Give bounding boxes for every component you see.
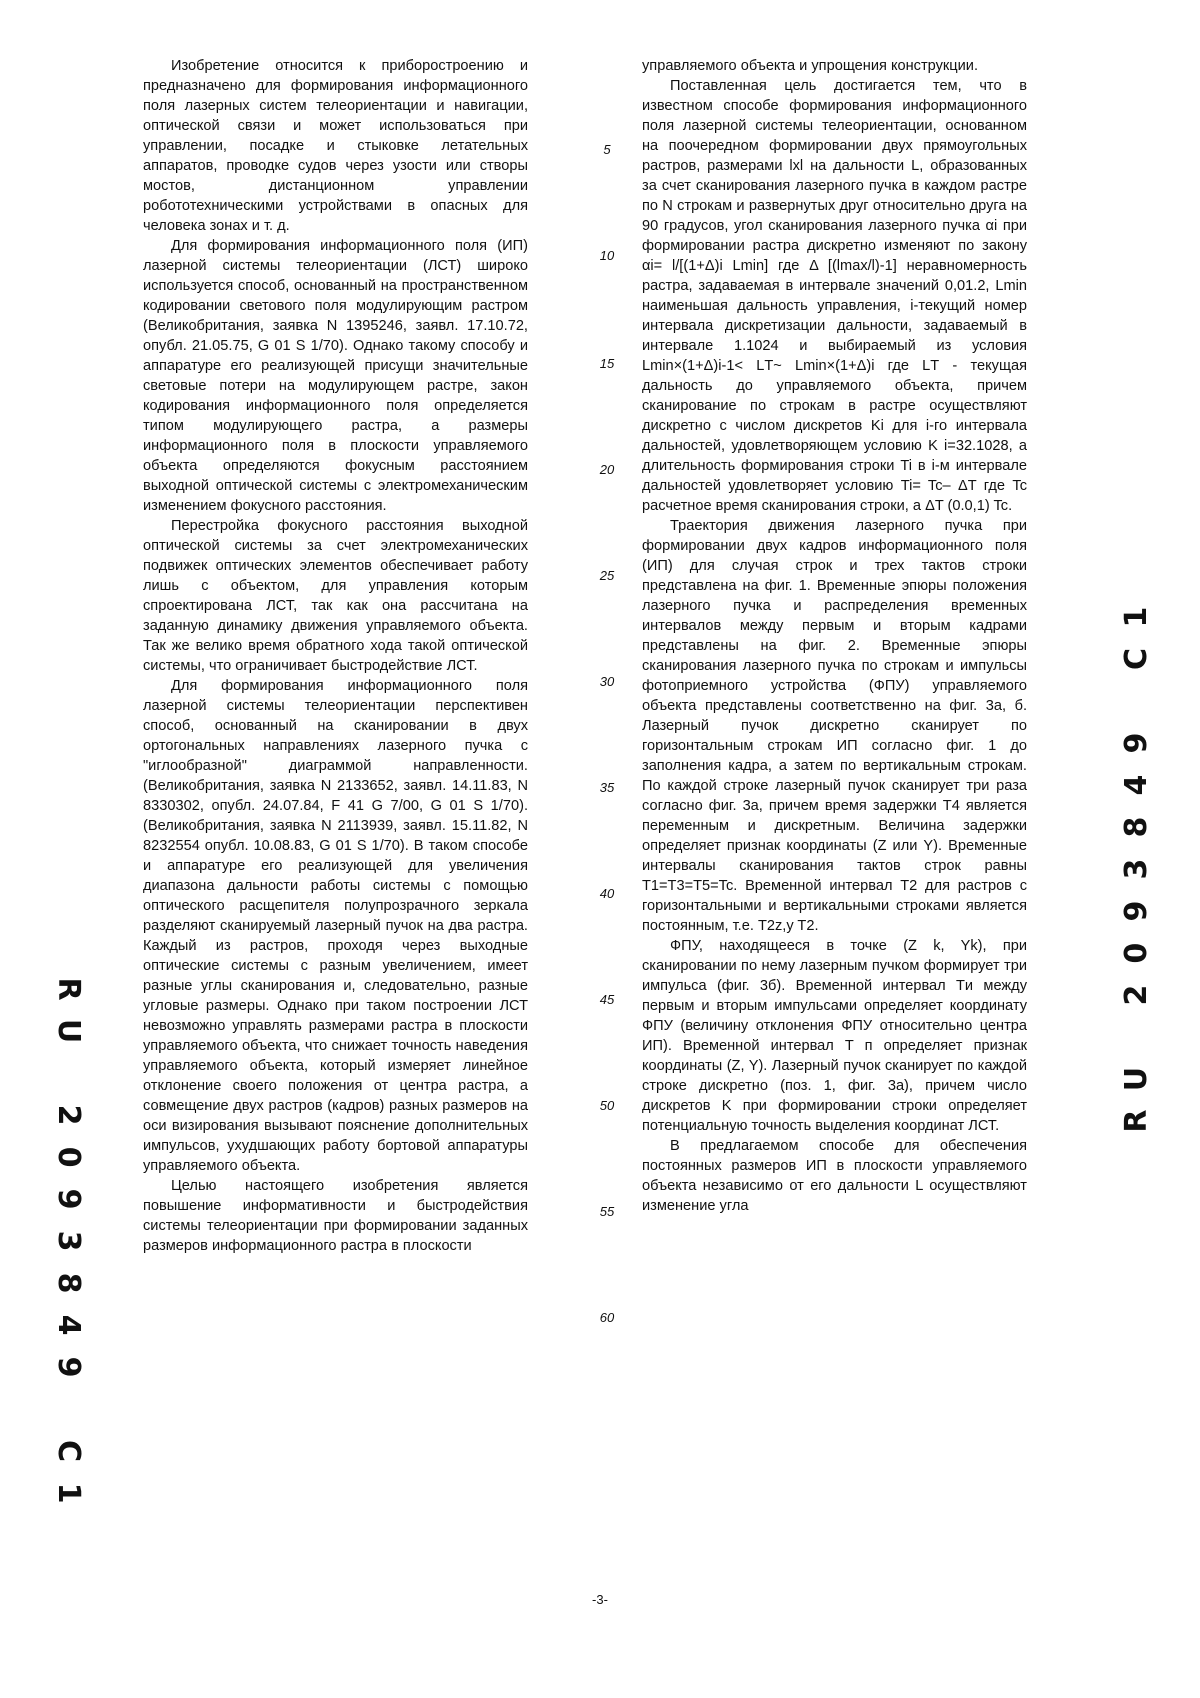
margin-code-char (47, 1389, 89, 1429)
line-number: 5 (603, 142, 611, 157)
paragraph (642, 76, 1027, 516)
paragraph-text: где Δ [(lmax/l)-1] неравномерность растра, задаваемая в интервале значений 0,01.2, Lmin наименьшая дальность управления, i-текущий номер интервала дискретизации дальности, задаваемый в интервале 1.1024 и выбираемый из условия (642, 258, 1027, 354)
margin-code-char: 9 (1119, 900, 1154, 922)
line-number: 40 (599, 886, 615, 901)
patent-code-right-margin (1117, 596, 1157, 1142)
margin-code-char: C (1119, 647, 1154, 671)
paragraph: Целью настоящего изобретения является повышение информативности и быстродействия системы телеориентации при формировании заданных размеров информационного растра в плоскости (143, 1178, 528, 1254)
paragraph: Перестройка фокусного расстояния выходной оптической системы за счет электромеханических подвижек оптических элементов обеспечивает работу лишь с объектом, для управления которым спроектирована ЛСТ, так как она рассчитана на заданную динамику движения управляемого объекта. Так же велико время обратного хода такой оптической системы, что ограничивает быстродействие ЛСТ. (143, 518, 528, 674)
paragraph: Изобретение относится к приборостроению и предназначено для формирования информационного поля лазерных систем телеориентации и навигации, оптической связи и может использоваться при управлении, посадке и стыковке летательных аппаратов, проводке судов через узости или створы мостов, дистанционном управлении робототехническими устройствами в опасных для человека зонах и т. д. (143, 58, 528, 234)
line-number: 50 (599, 1098, 615, 1113)
paragraph: Для формирования информационного поля лазерной системы телеориентации перспективен способ, основанный на сканировании в двух ортогональных направлениях лазерного пучка с "иглообразной" диаграммой направленности. (Великобритания, заявка N 2133652, заявл. 14.11.83, N 8330302, опубл. 24.07.84, F 41 G 7/00, G 01 S 1/70). (Великобритания, заявка N 2113939, заявл. 15.11.82, N 8232554 опубл. 10.08.83, G 01 S 1/70). В таком способе и аппаратуре его реализующей для увеличения диапазона дальности работы системы с помощью оптического расщепителя полупрозрачного зеркала разделяют сканируемый лазерный пучок на два растра. Каждый из растров, проходя через выходные оптические системы с разным увеличением, имеет разные углы сканирования и, следовательно, разные угловые размеры. Однако при таком построении ЛСТ невозможно управлять размерами растра в плоскости управляемого объекта, что снижает точность наведения управляемого объекта, который измеряет линейное отклонение своего положения от центра растра, а совмещение двух растров (кадров) разных размеров на оси визирования вызывают пояснение дополнительных импульсов, ухудшающих работу бортовой аппаратуры управляемого объекта. (143, 678, 528, 1174)
paragraph-text: где LТ - текущая дальность до управляемого объекта, причем сканирование по строкам в растре осуществляют дискретно с числом дискретов Ki для i-го интервала дальностей, удовлетворяющем условию K i=32.1028, а длительность формирования строки Ti в i-м интервале дальностей удовлетворяет условию Ti= Tc– ΔT где Tc расчетное время сканирования строки, а ΔT (0.0,1) Tc. (642, 358, 1027, 514)
margin-code-char: 2 (51, 1104, 86, 1126)
margin-code-char: 8 (51, 1272, 86, 1294)
line-number: 30 (599, 674, 615, 689)
paragraph-text: при формировании растра дискретно изменяют по закону (642, 218, 1028, 254)
patent-code-left-margin (48, 968, 88, 1514)
line-number: 15 (599, 356, 615, 371)
line-number: 10 (599, 248, 615, 263)
formula-alpha: αi (985, 218, 998, 234)
line-number: 20 (599, 462, 615, 477)
right-text-column (642, 56, 1027, 1216)
margin-code-char: 8 (1119, 816, 1154, 838)
paragraph: Траектория движения лазерного пучка при формировании двух кадров информационного поля (ИП) для случая строк и трех тактов строки представлена на фиг. 1. Временные эпюры положения лазерного пучка и распределения временных интервалов между первым и вторым кадрами представлены на фиг. 2. Временные эпюры сканирования лазерного пучка по строкам и импульсы фотоприемного устройства (ФПУ) управляемого объекта представлены соответственно на фиг. 3а, б. Лазерный пучок дискретно сканирует по горизонтальным строкам ИП согласно фиг. 1 до заполнения кадра, а затем по вертикальным строкам. По каждой строке лазерный пучок сканирует три раза согласно фиг. 3а, причем время задержки T4 является переменным и дискретным. Величина задержки определяет признак координаты (Z или Y). Временные интервалы сканирования тактов строк равны T1=T3=T5=Tc. Временной интервал T2 для растров с горизонтальными и вертикальными строками является постоянным, т.е. T2z,y T2. (642, 518, 1027, 934)
margin-code-char: 1 (51, 1482, 86, 1504)
paragraph: управляемого объекта и упрощения конструкции. (642, 58, 978, 74)
margin-code-char: 9 (1119, 732, 1154, 754)
left-text-column (143, 56, 528, 1256)
margin-code-char: R (51, 977, 86, 1001)
line-number: 35 (599, 780, 615, 795)
margin-code-char (1116, 1017, 1158, 1057)
line-number: 55 (599, 1204, 615, 1219)
margin-code-char: 9 (51, 1188, 86, 1210)
paragraph: Для формирования информационного поля (ИП) лазерной системы телеориентации (ЛСТ) широко используется способ, основанный на пространственном кодировании светового поля модулирующим растром (Великобритания, заявка N 1395246, заявл. 17.10.72, опубл. 21.05.75, G 01 S 1/70). Однако такому способу и аппаратуре его реализующей присущи значительные световые потери на модулирующем растре, закон кодирования информационного поля определяется типом модулирующего растра, а размеры информационного поля в плоскости управляемого объекта определяются фокусным расстоянием выходной оптической системы с электромеханическим изменением фокусного расстояния. (143, 238, 528, 514)
margin-code-char: 0 (51, 1146, 86, 1168)
paragraph: В предлагаемом способе для обеспечения постоянных размеров ИП в плоскости управляемого объекта независимо от его дальности L осуществляют изменение угла (642, 1138, 1027, 1214)
margin-code-char: 9 (51, 1356, 86, 1378)
line-number: 60 (599, 1310, 615, 1325)
margin-code-char: C (51, 1439, 86, 1463)
margin-code-char: 2 (1119, 984, 1154, 1006)
margin-code-char (1116, 681, 1158, 721)
margin-code-char: R (1119, 1109, 1154, 1133)
paragraph-text: Поставленная цель достигается тем, что в известном способе формирования информационного поля лазерной системы телеориентации, основанном на поочередном формировании двух прямоугольных растров, размерами lxl на дальности L, образованных за счет сканирования лазерного пучка в каждом растре по N строкам и развернутых друг относительно друга на 90 градусов, угол сканирования лазерного пучка (642, 78, 1027, 234)
margin-code-char: 4 (51, 1314, 86, 1336)
margin-code-char: 3 (51, 1230, 86, 1252)
formula-law: αi= l/[(1+Δ)i Lmin] (642, 258, 769, 274)
margin-code-char: 0 (1119, 942, 1154, 964)
margin-code-char: 4 (1119, 774, 1154, 796)
page-number: -3- (592, 1592, 608, 1607)
margin-code-char: U (1119, 1066, 1154, 1092)
line-number: 25 (599, 568, 615, 583)
margin-code-char: U (51, 1018, 86, 1044)
margin-code-char (47, 1053, 89, 1093)
formula-condition: Lmin×(1+Δ)i-1< LТ~ Lmin×(1+Δ)i (642, 358, 875, 374)
paragraph: ФПУ, находящееся в точке (Z k, Yk), при сканировании по нему лазерным пучком формирует три импульса (фиг. 3б). Временной интервал Tи между первым и вторым импульсами определяет координату ФПУ (величину отклонения ФПУ относительно центра ИП). Временной интервал T п определяет признак координаты (Z, Y). Лазерный пучок сканирует по каждой строке дискретно (поз. 1, фиг. 3а), причем число дискретов K при формировании строки определяет потенциальную точность выделения координат ЛСТ. (642, 938, 1027, 1134)
line-number: 45 (599, 992, 615, 1007)
margin-code-char: 3 (1119, 858, 1154, 880)
margin-code-char: 1 (1119, 606, 1154, 628)
